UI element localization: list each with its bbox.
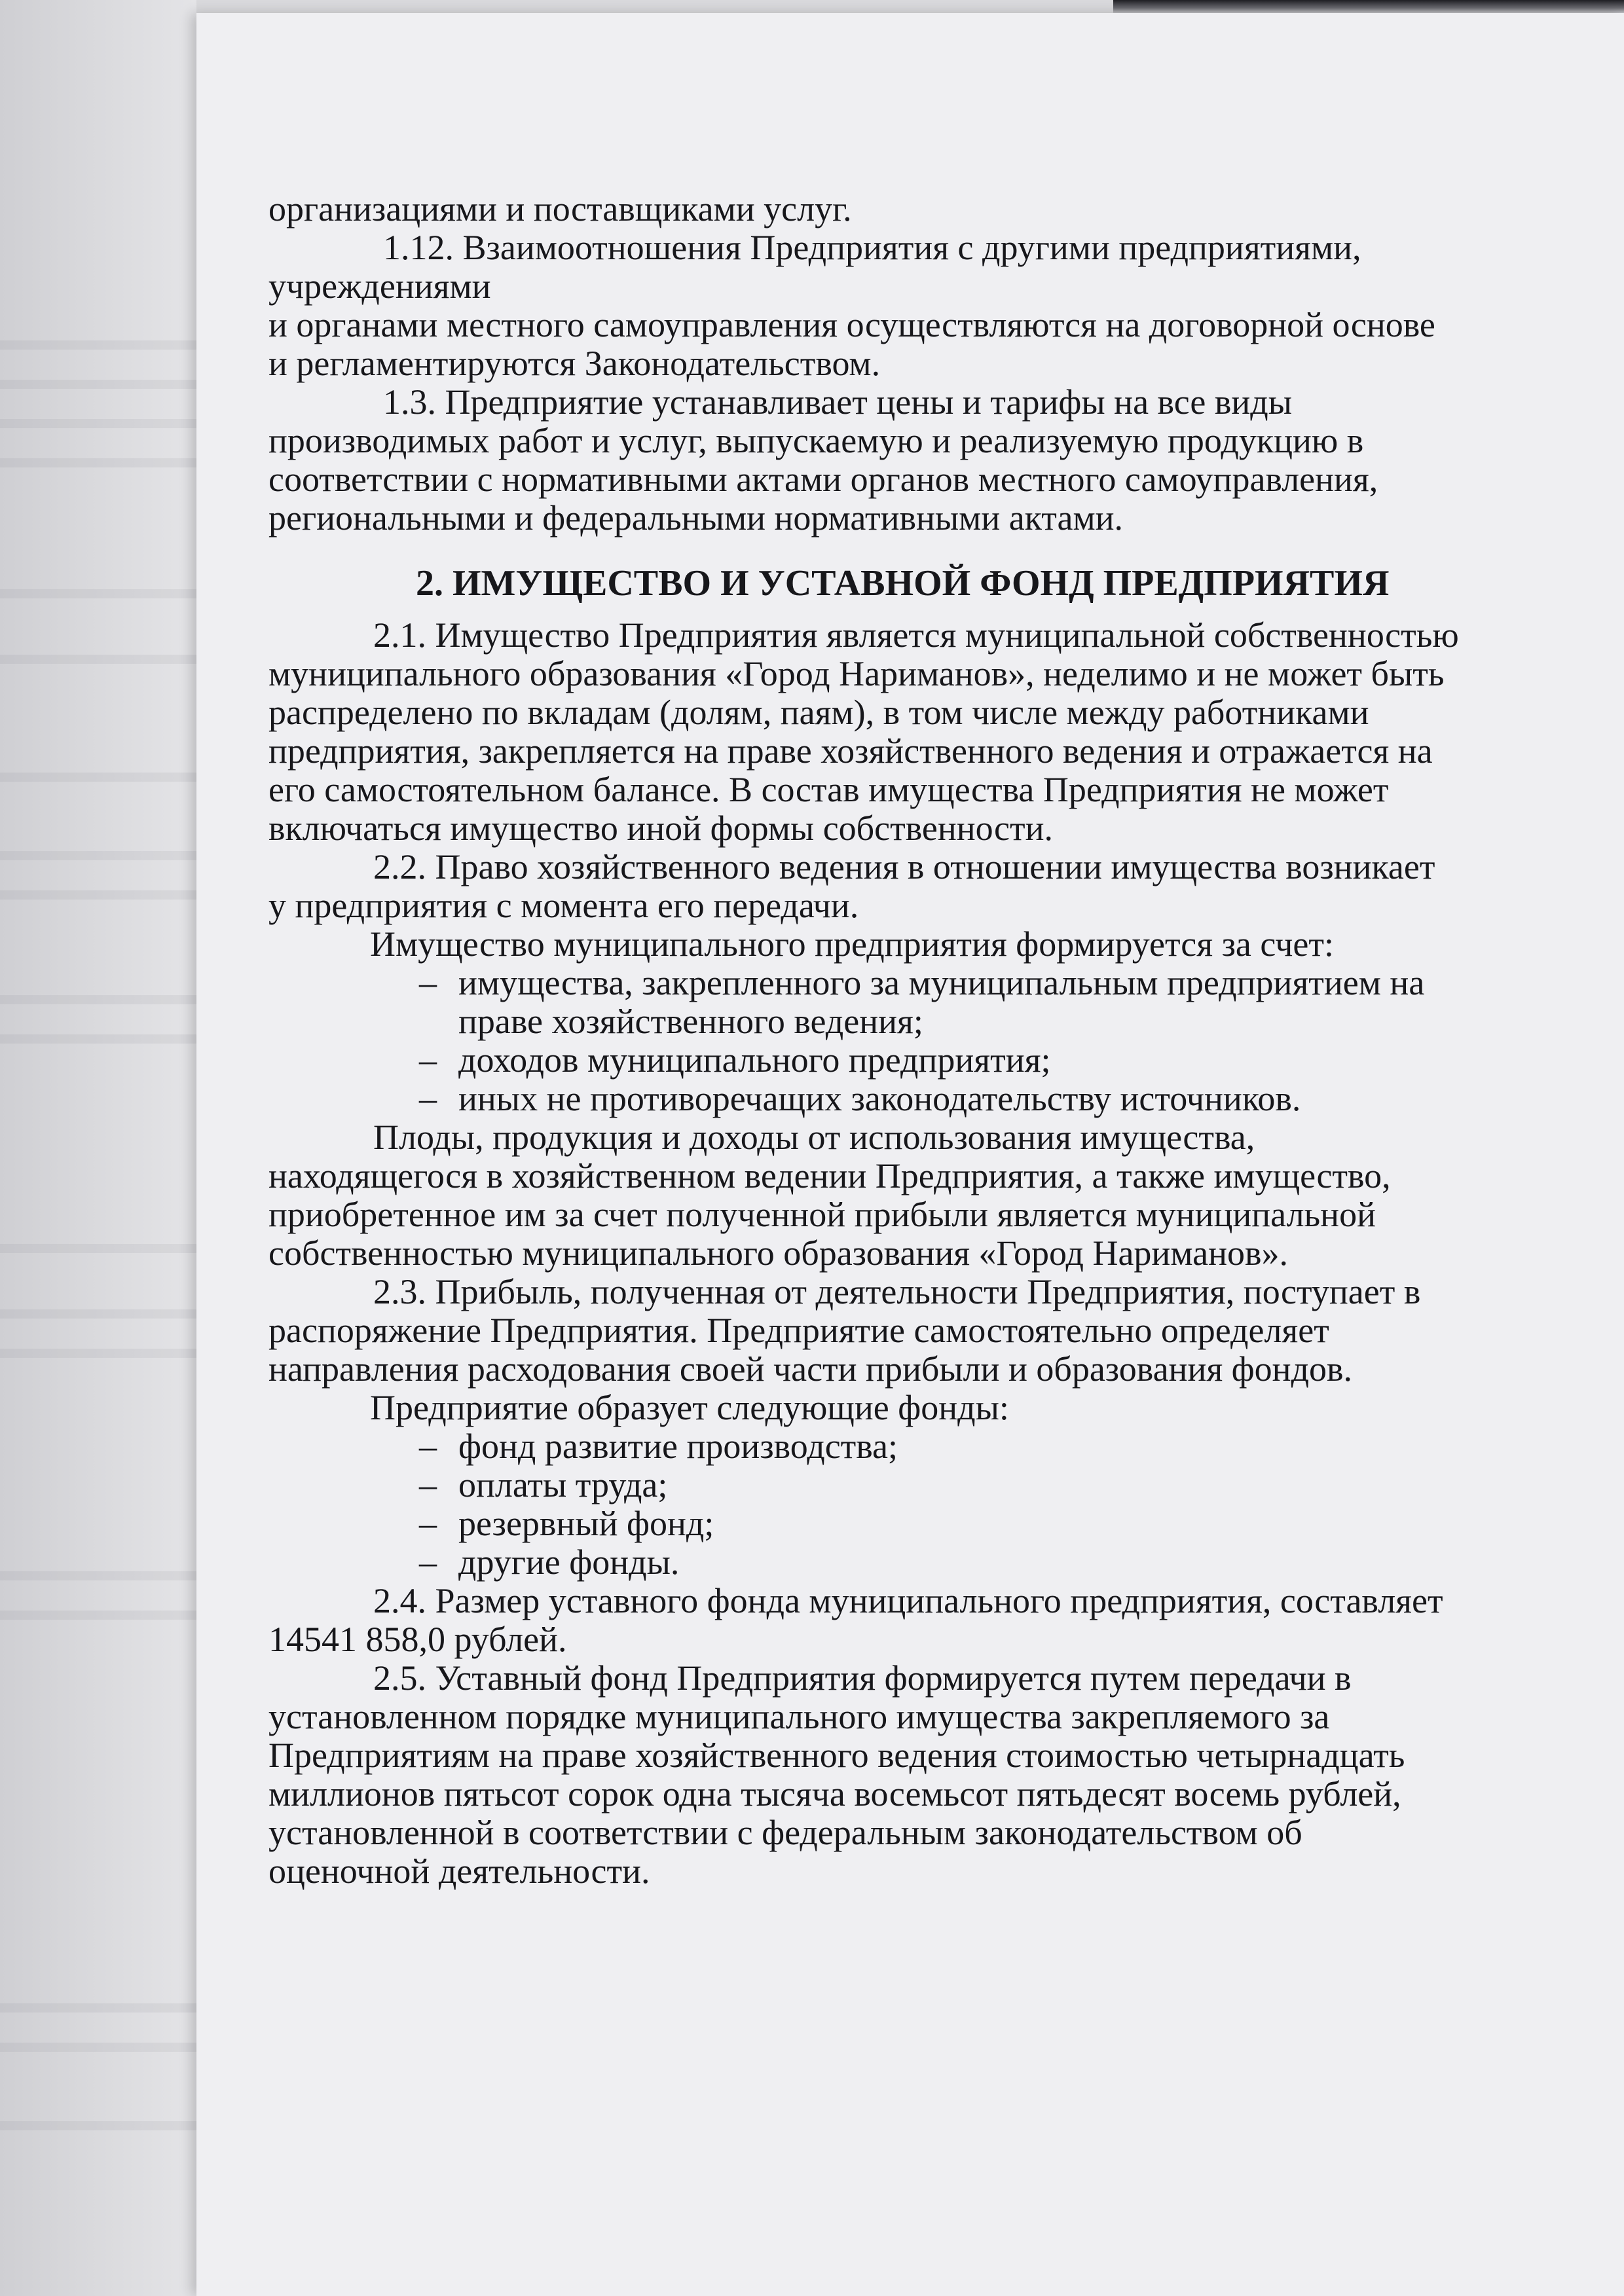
bleed-text-line	[0, 655, 196, 664]
text-line: учреждениями	[268, 266, 491, 306]
list-item	[268, 1080, 1565, 1118]
text-line: 2.3. Прибыль, полученная от деятельности Предприятия, поступает в	[373, 1272, 1421, 1311]
list-item-text: имущества, закрепленного за муниципальным предприятием на	[458, 963, 1425, 1002]
bleed-text-line	[0, 458, 196, 467]
text-line: приобретенное им за счет полученной прибыли является муниципальной	[268, 1195, 1376, 1234]
section-2-paragraphs	[268, 616, 1565, 964]
text-line: и регламентируются Законодательством.	[268, 344, 881, 383]
bleed-text-line	[0, 380, 196, 389]
bleed-text-line	[0, 1349, 196, 1358]
text-line: Предприятиям на праве хозяйственного ведения стоимостью четырнадцать	[268, 1736, 1405, 1775]
text-line: Плоды, продукция и доходы от использования имущества,	[373, 1118, 1255, 1157]
text-line: оценочной деятельности.	[268, 1851, 650, 1891]
bleed-text-line	[0, 1309, 196, 1319]
text-line: организациями и поставщиками услуг.	[268, 189, 852, 228]
list-item-text: доходов муниципального предприятия;	[458, 1040, 1051, 1080]
dash-bullet-icon: –	[419, 963, 437, 1002]
text-line: 1.12. Взаимоотношения Предприятия с другими предприятиями,	[383, 228, 1361, 267]
text-line: предприятия, закрепляется на праве хозяйственного ведения и отражается на	[268, 731, 1433, 771]
bleed-text-line	[0, 2003, 196, 2013]
text-line: Предприятие образует следующие фонды:	[370, 1388, 1009, 1427]
text-line: установленной в соответствии с федеральным законодательством об	[268, 1813, 1302, 1852]
list-item-text: фонд развитие производства;	[458, 1427, 898, 1466]
bleed-text-line	[0, 340, 196, 350]
list-item	[268, 1041, 1565, 1080]
bleed-text-line	[0, 1611, 196, 1620]
funding-sources-list	[268, 964, 1565, 1118]
text-line: распоряжение Предприятия. Предприятие самостоятельно определяет	[268, 1311, 1329, 1350]
bleed-text-line	[0, 419, 196, 428]
bleed-text-line	[0, 589, 196, 598]
scan-shadow	[1113, 0, 1624, 14]
bleed-text-line	[0, 2043, 196, 2052]
dash-bullet-icon: –	[419, 1542, 437, 1582]
list-item	[268, 964, 1565, 1002]
section-2-paragraphs-continued	[268, 1118, 1565, 1427]
dash-bullet-icon: –	[419, 1079, 437, 1118]
list-item	[268, 1543, 1565, 1582]
text-line: соответствии с нормативными актами органов местного самоуправления,	[268, 460, 1378, 499]
text-line: его самостоятельном балансе. В состав имущества Предприятия не может	[268, 770, 1389, 809]
bleed-text-line	[0, 773, 196, 782]
section-1-tail	[268, 190, 1565, 538]
text-line: 2.2. Право хозяйственного ведения в отношении имущества возникает	[373, 847, 1435, 886]
text-line: муниципального образования «Город Нариманов», неделимо и не может быть	[268, 654, 1445, 693]
text-line: установленном порядке муниципального имущества закрепляемого за	[268, 1697, 1330, 1736]
dash-bullet-icon: –	[419, 1427, 437, 1466]
dash-bullet-icon: –	[419, 1040, 437, 1080]
text-line: у предприятия с момента его передачи.	[268, 886, 859, 925]
text-line: распределено по вкладам (долям, паям), в том числе между работниками	[268, 693, 1369, 732]
text-line: и органами местного самоуправления осуществляются на договорной основе	[268, 305, 1435, 344]
text-line: собственностью муниципального образования «Город Нариманов».	[268, 1233, 1288, 1273]
list-item-text: резервный фонд;	[458, 1504, 714, 1543]
previous-page-edge	[0, 0, 196, 2296]
list-item-text: оплаты труда;	[458, 1465, 668, 1504]
bleed-text-line	[0, 1034, 196, 1044]
text-line: включаться имущество иной формы собственности.	[268, 809, 1053, 848]
text-line: производимых работ и услуг, выпускаемую и реализуемую продукцию в	[268, 421, 1364, 460]
bleed-text-line	[0, 890, 196, 900]
funds-list	[268, 1427, 1565, 1582]
list-item	[268, 1504, 1565, 1543]
list-item-text: иных не противоречащих законодательству источников.	[458, 1079, 1301, 1118]
text-line: региональными и федеральными нормативными актами.	[268, 498, 1124, 538]
document-body	[268, 190, 1565, 1891]
list-item	[268, 1466, 1565, 1504]
text-line: 1.3. Предприятие устанавливает цены и тарифы на все виды	[383, 382, 1292, 422]
section-2-charter-fund	[268, 1582, 1565, 1891]
text-line: 14541 858,0 рублей.	[268, 1620, 567, 1659]
text-line: миллионов пятьсот сорок одна тысяча восемьсот пятьдесят восемь рублей,	[268, 1774, 1401, 1813]
list-item-continuation: праве хозяйственного ведения;	[458, 1002, 923, 1041]
text-line: 2.4. Размер уставного фонда муниципального предприятия, составляет	[373, 1581, 1443, 1620]
list-item	[268, 1427, 1565, 1466]
text-line: находящегося в хозяйственном ведении Предприятия, а также имущество,	[268, 1156, 1391, 1195]
list-item-text: другие фонды.	[458, 1542, 680, 1582]
dash-bullet-icon: –	[419, 1504, 437, 1543]
bleed-text-line	[0, 995, 196, 1004]
bleed-text-line	[0, 1244, 196, 1253]
bleed-text-line	[0, 2121, 196, 2130]
text-line: Имущество муниципального предприятия формируется за счет:	[370, 924, 1335, 964]
text-line: 2.5. Уставный фонд Предприятия формируется путем передачи в	[373, 1658, 1352, 1698]
dash-bullet-icon: –	[419, 1465, 437, 1504]
section-heading: 2. ИМУЩЕСТВО И УСТАВНОЙ ФОНД ПРЕДПРИЯТИЯ	[416, 563, 1390, 604]
text-line: 2.1. Имущество Предприятия является муниципальной собственностью	[373, 615, 1459, 655]
text-line: направления расходования своей части прибыли и образования фондов.	[268, 1349, 1353, 1389]
bleed-text-line	[0, 851, 196, 860]
bleed-text-line	[0, 1571, 196, 1580]
